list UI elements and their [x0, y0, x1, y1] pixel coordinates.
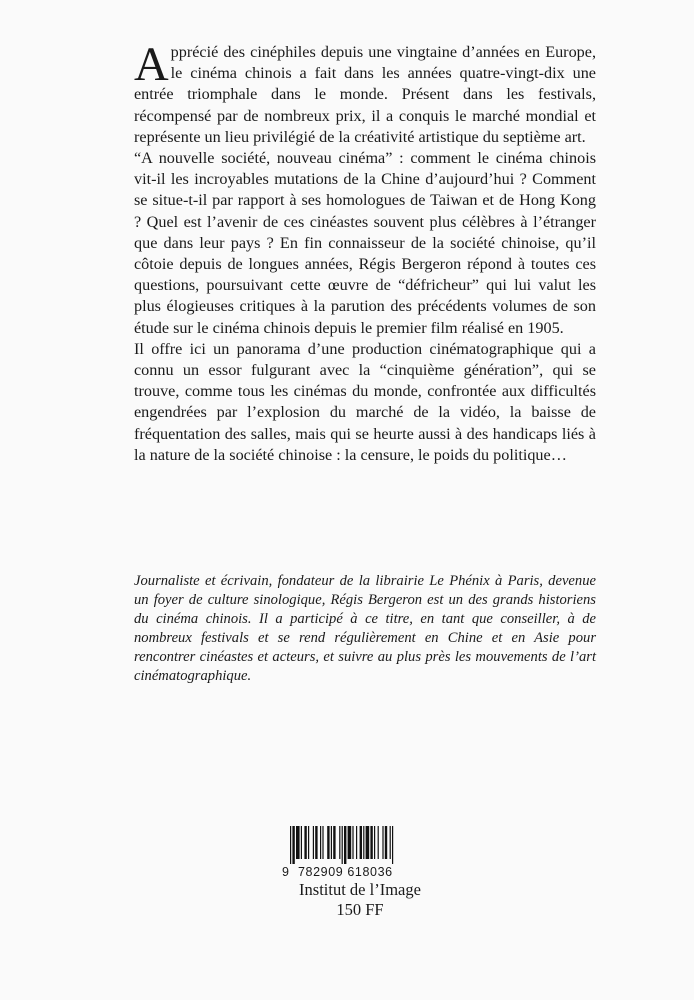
barcode-bar: [348, 826, 352, 859]
isbn-lead-digit: 9: [282, 865, 289, 879]
isbn-digits: 782909 618036: [298, 865, 393, 879]
barcode-bar: [374, 826, 375, 859]
author-bio: Journaliste et écrivain, fondateur de la librairie Le Phénix à Paris, devenue un foyer de culture sinologique, Régis Bergeron est un des grands historiens du cinéma chinois. Il a participé à ce titre, en tant que conseiller, à de nombreux festivals et se rend régulièrement en Chine et en Asie pour rencontrer cinéastes et acteurs, et suivre au plus près les mouvements de l’art cinématographique.: [134, 573, 596, 684]
publisher-name: Institut de l’Image: [299, 880, 421, 899]
isbn-number: [282, 865, 430, 881]
drop-cap: A: [134, 38, 169, 91]
barcode-bar: [390, 826, 391, 859]
barcode-bar: [378, 826, 379, 859]
cover-text: [134, 38, 596, 466]
barcode: [282, 826, 430, 881]
barcode-bar: [315, 826, 317, 859]
paragraph-3: Il offre ici un panorama d’une production cinématographique qui a connu un essor fulgurant avec la “cinquième génération”, qui se trouve, comme tous les cinémas du monde, confrontée aux difficultés engendrées par l’explosion du marché de la vidéo, la baisse de fréquentation des salles, mais qui se heurte aussi à des handicaps liés à la nature de la société chinoise : la censure, le poids du politique…: [134, 339, 596, 464]
barcode-bar: [308, 826, 309, 859]
barcode-bar: [382, 826, 383, 859]
barcode-bar: [366, 826, 370, 859]
barcode-bar: [385, 826, 387, 859]
barcode-bar: [327, 826, 329, 859]
paragraph-1: [134, 38, 596, 148]
barcode-bar: [342, 826, 343, 864]
paragraph-2: “A nouvelle société, nouveau cinéma” : comment le cinéma chinois vit-il les incroyables mutations de la Chine d’aujourd’hui ? Comment se situe-t-il par rapport à ses homologues de Taiwan et de Hong Kong ? Quel est l’avenir de ces cinéastes souvent plus célèbres à l’étranger que dans leur pays ? En fin connaisseur de la société chinoise, qu’il côtoie depuis de longues années, Régis Bergeron répond à toutes ces questions, poursuivant cette œuvre de “défricheur” qui lui valut les plus élogieuses critiques à la parution des précédents volumes de son étude sur le cinéma chinois depuis le premier film réalisé en 1905.: [134, 149, 596, 337]
barcode-bar: [331, 826, 332, 859]
barcode-bar: [344, 826, 346, 864]
barcode-bar: [290, 826, 291, 864]
barcode-bar: [333, 826, 335, 859]
barcode-bar: [296, 826, 300, 859]
barcode-bar: [360, 826, 362, 859]
barcode-bar: [313, 826, 314, 859]
barcode-bar: [292, 826, 294, 864]
barcode-bar: [392, 826, 393, 864]
barcode-bars: [290, 826, 430, 864]
barcode-bar: [339, 826, 340, 859]
barcode-bar: [320, 826, 321, 859]
barcode-bar: [363, 826, 364, 859]
barcode-bar: [322, 826, 323, 859]
barcode-bar: [301, 826, 302, 859]
barcode-bar: [356, 826, 357, 859]
barcode-bar: [352, 826, 353, 859]
price: 150 FF: [336, 900, 384, 919]
publisher-block: [270, 880, 450, 920]
paragraph-1-text: pprécié des cinéphiles depuis une vingtaine d’années en Europe, le cinéma chinois a fait dans les années quatre-vingt-dix une entrée triomphale dans le monde. Présent dans les festivals, récompensé par de nombreux prix, il a conquis le marché mondial et représente un lieu privilégié de la créativité artistique du septième art.: [134, 43, 596, 146]
barcode-bar: [304, 826, 306, 859]
barcode-bar: [370, 826, 372, 859]
